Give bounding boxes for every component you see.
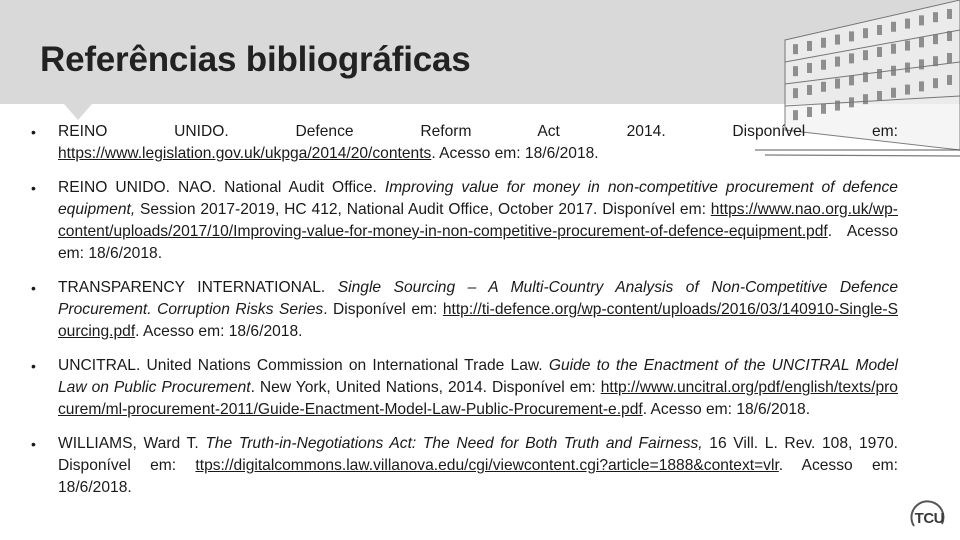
page-title: Referências bibliográficas xyxy=(40,40,471,79)
reference-title: Improving value for money in non-competitive procurement of defence equipment, xyxy=(58,179,898,218)
reference-text: WILLIAMS, Ward T. xyxy=(58,435,206,452)
building-window xyxy=(891,44,896,54)
building-window xyxy=(919,59,924,69)
building-window xyxy=(849,53,854,63)
reference-text: REINO UNIDO. NAO. National Audit Office. xyxy=(58,179,385,196)
reference-link[interactable]: https://www.legislation.gov.uk/ukpga/2014/20/contents xyxy=(58,145,432,162)
reference-item xyxy=(58,355,898,421)
building-window xyxy=(891,88,896,98)
building-window xyxy=(905,63,910,73)
building-window xyxy=(793,110,798,120)
building-window xyxy=(793,88,798,98)
building-window xyxy=(849,97,854,107)
reference-link[interactable]: http://ti-defence.org/wp-content/uploads/2016/03/140910-Single-Sourcing.pdf xyxy=(58,301,898,340)
reference-item xyxy=(58,277,898,343)
building-window xyxy=(947,75,952,85)
reference-text: UNCITRAL. United Nations Commission on International Trade Law. xyxy=(58,357,549,374)
reference-item xyxy=(58,121,898,165)
building-window xyxy=(905,85,910,95)
reference-title: The Truth-in-Negotiations Act: The Need for Both Truth and Fairness, xyxy=(205,435,703,452)
building-window xyxy=(947,9,952,19)
reference-text: REINO UNIDO. Defence Reform Act 2014. Disponível em: xyxy=(58,123,898,140)
reference-details: 16 Vill. L. Rev. 108, 1970. Disponível em: xyxy=(58,435,899,474)
reference-access: . Acesso em: 18/6/2018. xyxy=(135,323,303,340)
building-window xyxy=(849,31,854,41)
building-window xyxy=(863,50,868,60)
building-window xyxy=(821,60,826,70)
building-window xyxy=(877,47,882,57)
reference-text: TRANSPARENCY INTERNATIONAL. xyxy=(58,279,338,296)
building-window xyxy=(835,79,840,89)
reference-access: . Acesso em: 18/6/2018. xyxy=(642,401,811,418)
building-window xyxy=(821,104,826,114)
building-window xyxy=(835,57,840,67)
building-window xyxy=(793,44,798,54)
building-window xyxy=(891,22,896,32)
reference-item xyxy=(58,433,898,499)
reference-title: Single Sourcing – A Multi-Country Analysis of Non-Competitive Defence Procurement. Corruption Risks Series xyxy=(58,279,899,318)
building-window xyxy=(807,85,812,95)
building-window xyxy=(807,63,812,73)
building-window xyxy=(793,66,798,76)
reference-access: . Acesso em: 18/6/2018. xyxy=(58,223,898,262)
building-window xyxy=(933,78,938,88)
building-window xyxy=(863,94,868,104)
header-notch xyxy=(64,104,92,120)
building-window xyxy=(863,72,868,82)
building-window xyxy=(905,41,910,51)
reference-item xyxy=(58,177,898,265)
building-window xyxy=(947,31,952,41)
building-window xyxy=(933,12,938,22)
references-list xyxy=(58,121,898,511)
building-window xyxy=(877,69,882,79)
building-window xyxy=(877,91,882,101)
building-window xyxy=(821,38,826,48)
building-window xyxy=(919,37,924,47)
building-window xyxy=(933,56,938,66)
reference-details: . New York, United Nations, 2014. Disponível em: xyxy=(250,379,601,396)
building-window xyxy=(807,41,812,51)
building-window xyxy=(919,15,924,25)
building-window xyxy=(821,82,826,92)
reference-link[interactable]: ttps://digitalcommons.law.villanova.edu/cgi/viewcontent.cgi?article=1888&context=vlr xyxy=(195,457,779,474)
building-window xyxy=(849,75,854,85)
reference-details: Session 2017-2019, HC 412, National Audit Office, October 2017. Disponível em: xyxy=(135,201,711,218)
reference-link[interactable]: https://www.nao.org.uk/wp-content/uploads/2017/10/Improving-value-for-money-in-non-competitive-procurement-of-defence-equipment.pdf xyxy=(58,201,898,240)
building-window xyxy=(835,35,840,45)
reference-access: . Acesso em: 18/6/2018. xyxy=(58,457,898,496)
building-window xyxy=(877,25,882,35)
building-window xyxy=(863,28,868,38)
building-window xyxy=(905,19,910,29)
reference-title: Guide to the Enactment of the UNCITRAL Model Law on Public Procurement xyxy=(58,357,898,396)
building-window xyxy=(947,53,952,63)
reference-access: . Acesso em: 18/6/2018. xyxy=(431,145,599,162)
tcu-logo-text: TCU xyxy=(914,510,944,527)
building-window xyxy=(807,107,812,117)
building-window xyxy=(919,81,924,91)
reference-link[interactable]: http://www.uncitral.org/pdf/english/texts/procurem/ml-procurement-2011/Guide-Enactment-Model-Law-Public-Procurement-e.pdf xyxy=(58,379,898,418)
building-window xyxy=(835,101,840,111)
reference-details: . Disponível em: xyxy=(323,301,443,318)
building-window xyxy=(891,66,896,76)
building-window xyxy=(933,34,938,44)
